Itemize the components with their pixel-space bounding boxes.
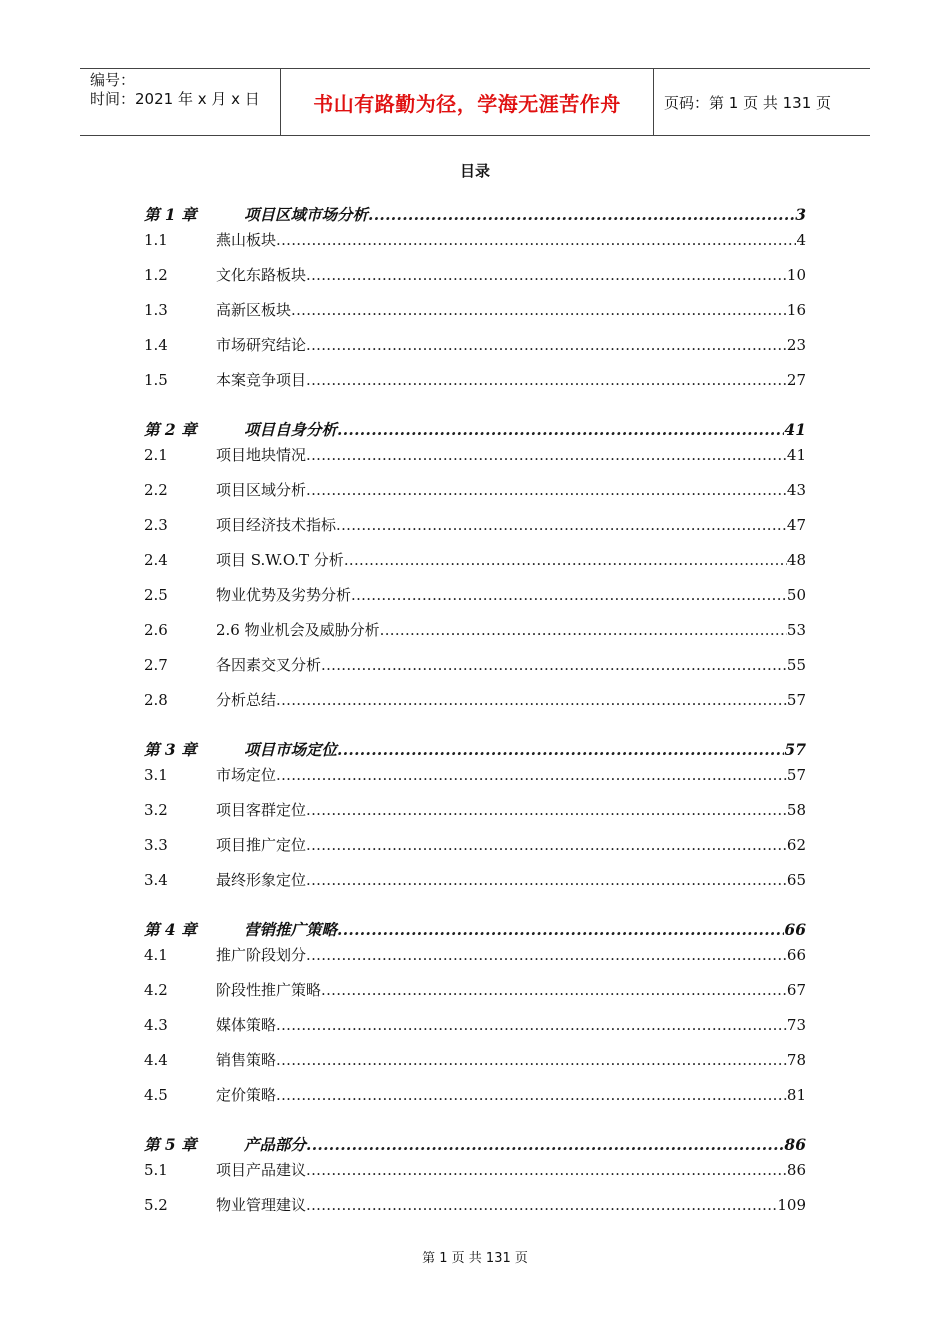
dot-leader <box>306 335 787 355</box>
dot-leader <box>291 300 787 320</box>
section-title: 2.6 物业机会及威胁分析 <box>216 621 380 639</box>
dot-leader <box>306 445 787 465</box>
section-title: 定价策略 <box>216 1086 277 1104</box>
toc-section-entry[interactable] <box>144 445 806 480</box>
section-page-number: 16 <box>786 301 806 319</box>
dot-leader <box>276 690 787 710</box>
section-number: 3.4 <box>144 871 168 889</box>
header-time-label: 时间：2021 年 x 月 x 日 <box>90 90 260 108</box>
dot-leader <box>276 230 796 250</box>
section-number: 3.1 <box>144 766 168 784</box>
toc-section-entry[interactable] <box>144 765 806 800</box>
table-of-contents <box>144 200 806 1230</box>
section-title: 项目经济技术指标 <box>216 516 337 534</box>
section-title: 物业优势及劣势分析 <box>216 586 352 604</box>
toc-section-entry[interactable] <box>144 980 806 1015</box>
toc-section-entry[interactable] <box>144 335 806 370</box>
dot-leader <box>337 735 784 765</box>
chapter-number: 第 3 章 <box>144 740 197 759</box>
section-title: 媒体策略 <box>216 1016 277 1034</box>
dot-leader <box>380 620 787 640</box>
dot-leader <box>276 1050 787 1070</box>
chapter-page-number: 66 <box>784 920 806 939</box>
section-title: 项目产品建议 <box>216 1161 307 1179</box>
section-title: 项目区域分析 <box>216 481 307 499</box>
section-number: 2.8 <box>144 691 168 709</box>
dot-leader <box>336 515 787 535</box>
toc-section-entry[interactable] <box>144 870 806 905</box>
section-title: 项目推广定位 <box>216 836 307 854</box>
section-page-number: 109 <box>777 1196 806 1214</box>
toc-section-entry[interactable] <box>144 1085 806 1120</box>
chapter-number: 第 4 章 <box>144 920 197 939</box>
section-number: 4.2 <box>144 981 168 999</box>
section-title: 项目客群定位 <box>216 801 307 819</box>
dot-leader <box>306 1130 784 1160</box>
dot-leader <box>337 415 784 445</box>
chapter-title: 产品部分 <box>244 1135 307 1154</box>
chapter-page-number: 3 <box>795 205 806 224</box>
section-title: 分析总结 <box>216 691 277 709</box>
section-number: 3.2 <box>144 801 168 819</box>
section-number: 2.7 <box>144 656 168 674</box>
toc-section-entry[interactable] <box>144 1015 806 1050</box>
toc-section-entry[interactable] <box>144 655 806 690</box>
document-header <box>80 68 870 136</box>
dot-leader <box>321 980 787 1000</box>
section-page-number: 81 <box>786 1086 806 1104</box>
chapter-title: 项目区域市场分析 <box>244 205 369 224</box>
section-number: 2.2 <box>144 481 168 499</box>
dot-leader <box>276 765 787 785</box>
toc-section-entry[interactable] <box>144 265 806 300</box>
section-title: 文化东路板块 <box>216 266 307 284</box>
section-number: 2.4 <box>144 551 168 569</box>
section-title: 燕山板块 <box>216 231 277 249</box>
header-number-label: 编号： <box>90 71 136 89</box>
chapter-page-number: 41 <box>784 420 806 439</box>
dot-leader <box>306 480 787 500</box>
toc-chapter-entry[interactable] <box>144 1130 806 1160</box>
toc-section-entry[interactable] <box>144 550 806 585</box>
section-number: 2.6 <box>144 621 168 639</box>
section-title: 项目 S.W.O.T 分析 <box>216 551 344 569</box>
chapter-number: 第 5 章 <box>144 1135 197 1154</box>
section-number: 2.5 <box>144 586 168 604</box>
dot-leader <box>306 835 787 855</box>
toc-section-entry[interactable] <box>144 480 806 515</box>
dot-leader <box>344 550 787 570</box>
chapter-number: 第 2 章 <box>144 420 197 439</box>
toc-section-entry[interactable] <box>144 1050 806 1085</box>
toc-section-entry[interactable] <box>144 690 806 725</box>
section-page-number: 43 <box>786 481 806 499</box>
header-motto: 书山有路勤为径，学海无涯苦作舟 <box>281 69 654 135</box>
section-page-number: 78 <box>786 1051 806 1069</box>
section-title: 市场研究结论 <box>216 336 307 354</box>
toc-section-entry[interactable] <box>144 300 806 335</box>
dot-leader <box>337 915 784 945</box>
section-title: 销售策略 <box>216 1051 277 1069</box>
toc-title: 目录 <box>459 162 490 180</box>
section-page-number: 57 <box>786 766 806 784</box>
section-number: 2.3 <box>144 516 168 534</box>
toc-section-entry[interactable] <box>144 800 806 835</box>
section-title: 物业管理建议 <box>216 1196 307 1214</box>
header-meta <box>80 69 281 135</box>
section-title: 最终形象定位 <box>216 871 307 889</box>
section-page-number: 57 <box>786 691 806 709</box>
chapter-title: 项目市场定位 <box>244 740 338 759</box>
section-page-number: 58 <box>786 801 806 819</box>
chapter-number: 第 1 章 <box>144 205 197 224</box>
section-page-number: 10 <box>786 266 806 284</box>
section-number: 4.1 <box>144 946 168 964</box>
section-page-number: 4 <box>796 231 806 249</box>
section-page-number: 53 <box>786 621 806 639</box>
section-number: 1.2 <box>144 266 168 284</box>
section-page-number: 55 <box>786 656 806 674</box>
toc-section-entry[interactable] <box>144 230 806 265</box>
dot-leader <box>276 1085 787 1105</box>
section-title: 阶段性推广策略 <box>216 981 322 999</box>
chapter-title: 营销推广策略 <box>244 920 338 939</box>
chapter-page-number: 57 <box>784 740 806 759</box>
section-page-number: 65 <box>786 871 806 889</box>
section-page-number: 67 <box>786 981 806 999</box>
section-number: 5.1 <box>144 1161 168 1179</box>
section-title: 项目地块情况 <box>216 446 307 464</box>
dot-leader <box>276 1015 787 1035</box>
section-number: 4.5 <box>144 1086 168 1104</box>
chapter-page-number: 86 <box>784 1135 806 1154</box>
header-page-info: 页码：第 1 页 共 131 页 <box>664 93 832 112</box>
section-number: 1.4 <box>144 336 168 354</box>
section-number: 5.2 <box>144 1196 168 1214</box>
section-number: 4.3 <box>144 1016 168 1034</box>
section-page-number: 66 <box>786 946 806 964</box>
section-title: 市场定位 <box>216 766 277 784</box>
toc-chapter-entry[interactable] <box>144 915 806 945</box>
section-title: 高新区板块 <box>216 301 292 319</box>
section-page-number: 27 <box>786 371 806 389</box>
toc-section-entry[interactable] <box>144 1160 806 1195</box>
dot-leader <box>306 870 787 890</box>
toc-section-entry[interactable] <box>144 835 806 870</box>
dot-leader <box>368 200 795 230</box>
section-title: 各因素交叉分析 <box>216 656 322 674</box>
section-number: 3.3 <box>144 836 168 854</box>
dot-leader <box>306 1195 777 1215</box>
dot-leader <box>321 655 787 675</box>
toc-section-entry[interactable] <box>144 370 806 405</box>
section-page-number: 41 <box>786 446 806 464</box>
dot-leader <box>306 1160 787 1180</box>
page-footer: 第 1 页 共 131 页 <box>422 1251 528 1266</box>
toc-chapter-entry[interactable] <box>144 735 806 765</box>
dot-leader <box>351 585 787 605</box>
toc-section-entry[interactable] <box>144 945 806 980</box>
chapter-title: 项目自身分析 <box>244 420 338 439</box>
dot-leader <box>306 800 787 820</box>
section-number: 4.4 <box>144 1051 168 1069</box>
section-page-number: 62 <box>786 836 806 854</box>
toc-section-entry[interactable] <box>144 620 806 655</box>
dot-leader <box>306 265 787 285</box>
section-title: 推广阶段划分 <box>216 946 307 964</box>
section-page-number: 23 <box>786 336 806 354</box>
section-page-number: 86 <box>786 1161 806 1179</box>
section-number: 1.3 <box>144 301 168 319</box>
section-page-number: 73 <box>786 1016 806 1034</box>
section-page-number: 47 <box>786 516 806 534</box>
dot-leader <box>306 370 787 390</box>
toc-chapter-entry[interactable] <box>144 200 806 230</box>
section-number: 2.1 <box>144 446 168 464</box>
dot-leader <box>306 945 787 965</box>
toc-section-entry[interactable] <box>144 1195 806 1230</box>
section-number: 1.1 <box>144 231 168 249</box>
section-title: 本案竞争项目 <box>216 371 307 389</box>
section-page-number: 48 <box>786 551 806 569</box>
toc-section-entry[interactable] <box>144 515 806 550</box>
section-number: 1.5 <box>144 371 168 389</box>
section-page-number: 50 <box>786 586 806 604</box>
toc-section-entry[interactable] <box>144 585 806 620</box>
toc-chapter-entry[interactable] <box>144 415 806 445</box>
